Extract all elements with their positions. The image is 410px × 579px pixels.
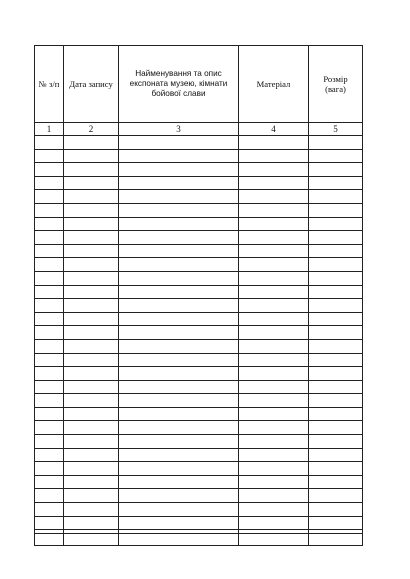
table-body: [35, 136, 363, 546]
table-cell: [239, 367, 309, 381]
table-row: [35, 217, 363, 231]
table-cell: [35, 421, 64, 435]
table-cell: [119, 534, 239, 546]
table-row: [35, 421, 363, 435]
table-cell: [239, 503, 309, 517]
table-cell: [239, 176, 309, 190]
table-cell: [35, 435, 64, 449]
table-cell: [239, 231, 309, 245]
table-cell: [239, 407, 309, 421]
table-row: [35, 367, 363, 381]
table-cell: [35, 380, 64, 394]
table-row: [35, 407, 363, 421]
table-cell: [119, 435, 239, 449]
table-cell: [239, 353, 309, 367]
table-cell: [119, 394, 239, 408]
table-cell: [309, 503, 363, 517]
table-cell: [309, 407, 363, 421]
table-row: [35, 394, 363, 408]
table-cell: [35, 394, 64, 408]
table-cell: [239, 534, 309, 546]
header-row: [35, 46, 363, 123]
table-cell: [239, 271, 309, 285]
table-cell: [64, 421, 119, 435]
table-cell: [64, 190, 119, 204]
table-cell: [119, 231, 239, 245]
table-cell: [309, 190, 363, 204]
table-row: [35, 339, 363, 353]
table-cell: [35, 353, 64, 367]
table-row: [35, 163, 363, 177]
table-row: [35, 312, 363, 326]
table-cell: [239, 299, 309, 313]
table-row: [35, 462, 363, 476]
table-cell: [64, 312, 119, 326]
table-row: [35, 231, 363, 245]
table-cell: [119, 462, 239, 476]
table-cell: [35, 326, 64, 340]
table-row: [35, 285, 363, 299]
column-header-size: Розмір (вага): [309, 46, 363, 123]
table-cell: [119, 271, 239, 285]
table-cell: [64, 149, 119, 163]
table-cell: [309, 271, 363, 285]
table-cell: [35, 462, 64, 476]
table-cell: [64, 503, 119, 517]
table-cell: [35, 271, 64, 285]
table-cell: [64, 407, 119, 421]
table-cell: [64, 462, 119, 476]
table-cell: [119, 367, 239, 381]
table-cell: [35, 231, 64, 245]
column-number: 3: [119, 123, 239, 136]
table-cell: [119, 285, 239, 299]
table-row: [35, 489, 363, 503]
table-cell: [119, 448, 239, 462]
table-cell: [64, 475, 119, 489]
table-cell: [309, 448, 363, 462]
table-cell: [64, 448, 119, 462]
table-cell: [64, 516, 119, 530]
table-cell: [119, 244, 239, 258]
table-cell: [64, 258, 119, 272]
table-cell: [309, 149, 363, 163]
column-header-date: Дата запису: [64, 46, 119, 123]
table-cell: [64, 217, 119, 231]
table-cell: [64, 367, 119, 381]
table-cell: [35, 489, 64, 503]
table-cell: [309, 217, 363, 231]
table-cell: [309, 339, 363, 353]
table-row: [35, 448, 363, 462]
table-cell: [64, 136, 119, 150]
column-number: 2: [64, 123, 119, 136]
table-cell: [239, 435, 309, 449]
column-header-material: Матеріал: [239, 46, 309, 123]
table-cell: [64, 244, 119, 258]
table-cell: [64, 203, 119, 217]
table-cell: [239, 380, 309, 394]
table-cell: [64, 326, 119, 340]
table-cell: [309, 353, 363, 367]
table-cell: [119, 203, 239, 217]
table-cell: [35, 149, 64, 163]
table-cell: [239, 136, 309, 150]
table-cell: [119, 380, 239, 394]
table-cell: [64, 271, 119, 285]
table-cell: [119, 258, 239, 272]
table-row: [35, 353, 363, 367]
table-row: [35, 190, 363, 204]
table-cell: [35, 217, 64, 231]
table-row: [35, 244, 363, 258]
table-cell: [35, 285, 64, 299]
table-cell: [35, 176, 64, 190]
table-cell: [119, 163, 239, 177]
table-cell: [309, 367, 363, 381]
table-cell: [309, 136, 363, 150]
table-cell: [64, 339, 119, 353]
table-cell: [309, 326, 363, 340]
column-number: 1: [35, 123, 64, 136]
table-cell: [119, 299, 239, 313]
table-cell: [35, 407, 64, 421]
table-cell: [309, 475, 363, 489]
table-cell: [309, 534, 363, 546]
table-cell: [119, 503, 239, 517]
table-cell: [64, 435, 119, 449]
table-cell: [239, 326, 309, 340]
table-row: [35, 503, 363, 517]
table-row: [35, 475, 363, 489]
table-cell: [309, 516, 363, 530]
table-cell: [309, 380, 363, 394]
table-cell: [239, 149, 309, 163]
table-cell: [239, 489, 309, 503]
table-cell: [119, 326, 239, 340]
table-cell: [35, 136, 64, 150]
table-row: [35, 516, 363, 530]
table-cell: [239, 217, 309, 231]
table-row: [35, 258, 363, 272]
table-cell: [239, 203, 309, 217]
table-cell: [239, 421, 309, 435]
table-cell: [119, 136, 239, 150]
table-cell: [309, 176, 363, 190]
table-cell: [309, 299, 363, 313]
table-cell: [119, 339, 239, 353]
table-cell: [119, 407, 239, 421]
table-row: [35, 435, 363, 449]
table-cell: [64, 299, 119, 313]
column-number: 5: [309, 123, 363, 136]
table-cell: [309, 312, 363, 326]
table-cell: [309, 258, 363, 272]
table-cell: [119, 421, 239, 435]
table-cell: [64, 394, 119, 408]
column-number: 4: [239, 123, 309, 136]
table-cell: [35, 244, 64, 258]
table-cell: [239, 258, 309, 272]
table-cell: [309, 203, 363, 217]
table-cell: [309, 489, 363, 503]
table-cell: [35, 448, 64, 462]
table-cell: [64, 163, 119, 177]
table-cell: [309, 163, 363, 177]
table-row: [35, 299, 363, 313]
table-cell: [239, 339, 309, 353]
table-cell: [35, 339, 64, 353]
table-cell: [35, 367, 64, 381]
table-cell: [309, 421, 363, 435]
table-cell: [119, 217, 239, 231]
table-row: [35, 534, 363, 546]
table-cell: [119, 353, 239, 367]
table-cell: [35, 312, 64, 326]
table-cell: [64, 380, 119, 394]
table-cell: [35, 190, 64, 204]
table-cell: [119, 516, 239, 530]
table-cell: [239, 448, 309, 462]
table-cell: [35, 203, 64, 217]
table-cell: [64, 534, 119, 546]
table-cell: [35, 534, 64, 546]
table-row: [35, 271, 363, 285]
table-cell: [64, 176, 119, 190]
table-cell: [35, 503, 64, 517]
column-number-row: [35, 123, 363, 136]
table-cell: [119, 312, 239, 326]
table-row: [35, 176, 363, 190]
table-cell: [64, 231, 119, 245]
table-cell: [119, 489, 239, 503]
table-cell: [35, 475, 64, 489]
table-cell: [239, 312, 309, 326]
table-cell: [64, 285, 119, 299]
table-row: [35, 203, 363, 217]
table-cell: [239, 190, 309, 204]
table-cell: [35, 258, 64, 272]
table-cell: [309, 435, 363, 449]
table-cell: [119, 176, 239, 190]
table-cell: [309, 231, 363, 245]
table-cell: [239, 244, 309, 258]
table-row: [35, 326, 363, 340]
table-cell: [119, 149, 239, 163]
table-row: [35, 380, 363, 394]
table-cell: [309, 285, 363, 299]
table-cell: [239, 163, 309, 177]
table-cell: [309, 244, 363, 258]
table-row: [35, 136, 363, 150]
table-cell: [35, 516, 64, 530]
table-row: [35, 149, 363, 163]
table-cell: [119, 475, 239, 489]
table-cell: [239, 285, 309, 299]
museum-register-table: [34, 45, 363, 546]
table-cell: [239, 516, 309, 530]
table-cell: [239, 462, 309, 476]
table-cell: [239, 475, 309, 489]
table-cell: [64, 353, 119, 367]
table-cell: [239, 394, 309, 408]
column-header-number: № з/п: [35, 46, 64, 123]
table-cell: [309, 462, 363, 476]
table-cell: [119, 190, 239, 204]
table-cell: [309, 394, 363, 408]
table-cell: [64, 489, 119, 503]
table-cell: [35, 163, 64, 177]
table-cell: [35, 299, 64, 313]
column-header-description: Найменування та опис експоната музею, кімнати бойової слави: [119, 46, 239, 123]
